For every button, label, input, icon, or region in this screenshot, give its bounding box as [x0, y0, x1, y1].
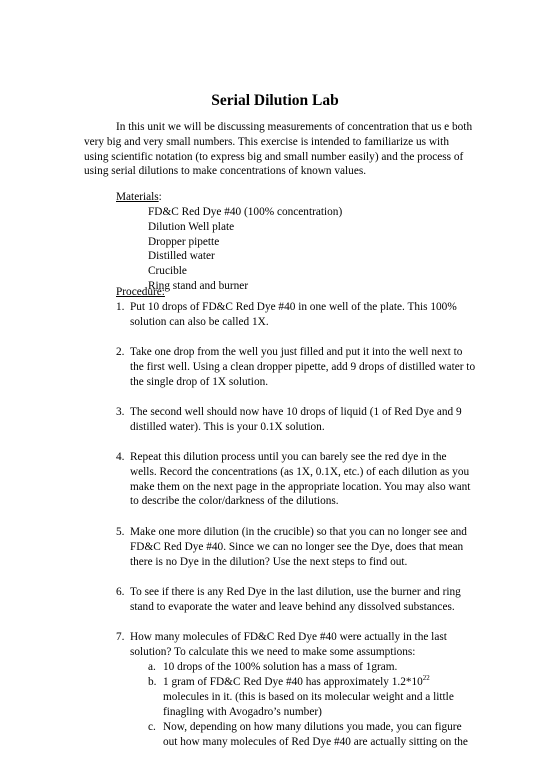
substep-text: Now, depending on how many dilutions you made, you can figure out how many molecules of Red Dye #40 are actually sitting on the: [163, 721, 468, 748]
step-number: 2.: [116, 346, 125, 358]
step-text: To see if there is any Red Dye in the last dilution, use the burner and ring stand to evaporate the water and leave behind any dissolved substances.: [130, 586, 461, 613]
step-text: Make one more dilution (in the crucible) so that you can no longer see and FD&C Red Dye #40. Since we can no longer see the Dye, does that mean there is no Dye in the dilution? Use the next steps to find out.: [130, 526, 467, 568]
material-item: Dilution Well plate: [148, 220, 235, 233]
procedure-step-1: [116, 300, 476, 330]
document-title: Serial Dilution Lab: [211, 92, 339, 109]
procedure-step-2: [116, 345, 476, 389]
material-item: Crucible: [148, 265, 187, 278]
substep-text-pre: 1 gram of FD&C Red Dye #40 has approximately 1.2*10: [163, 676, 423, 688]
substep-text: [163, 675, 478, 719]
material-item: FD&C Red Dye #40 (100% concentration): [148, 206, 343, 218]
step-number: 7.: [116, 631, 125, 643]
procedure-step-3: [116, 405, 476, 435]
step-number: 3.: [116, 406, 125, 418]
substep-letter: b.: [148, 676, 157, 688]
intro-paragraph: In this unit we will be discussing measurements of concentration that us e both very big and very small numbers. This exercise is intended to familiarize us with using scientific notation (to express big and small number easily) and the process of using serial dilutions to make concentrations of known values.: [84, 121, 473, 178]
substep-a: [148, 660, 478, 675]
material-item: Ring stand and burner: [148, 279, 249, 292]
substep-letter: c.: [148, 721, 156, 733]
step-text: Take one drop from the well you just filled and put it into the well next to the first well. Using a clean dropper pipette, add 9 drops of distilled water to the single drop of 1X solution.: [130, 346, 476, 388]
materials-list: [148, 205, 342, 294]
step-number: 1.: [116, 301, 125, 313]
exponent: 22: [422, 674, 430, 683]
substep-c: [148, 720, 478, 750]
step-number: 5.: [116, 526, 125, 538]
substep-text-post: molecules in it. (this is based on its molecular weight and a little finagling with Avogadro’s number): [163, 690, 454, 718]
step-text: The second well should now have 10 drops of liquid (1 of Red Dye and 9 distilled water). This is your 0.1X solution.: [130, 406, 462, 433]
step-text: Put 10 drops of FD&C Red Dye #40 in one well of the plate. This 100% solution can also be called 1X.: [130, 301, 457, 328]
materials-heading-colon: :: [158, 191, 162, 203]
substep-b: [148, 675, 478, 719]
substep-letter: a.: [148, 661, 156, 673]
step-number: 6.: [116, 586, 125, 598]
step-text: How many molecules of FD&C Red Dye #40 were actually in the last solution? To calculate this we need to make some assumptions:: [130, 631, 447, 658]
substep-text: 10 drops of the 100% solution has a mass of 1gram.: [163, 661, 398, 673]
procedure-step-7: [116, 630, 476, 660]
step-number: 4.: [116, 451, 125, 463]
procedure-step-5: [116, 525, 476, 569]
material-item: Distilled water: [148, 250, 215, 263]
materials-heading-text: Materials: [116, 191, 159, 203]
materials-heading: [116, 190, 162, 205]
procedure-step-6: [116, 585, 476, 615]
procedure-step-4: [116, 450, 476, 509]
material-item: Dropper pipette: [148, 235, 220, 248]
procedure-heading: Procedure:: [116, 286, 165, 298]
step-text: Repeat this dilution process until you can barely see the red dye in the wells. Record the concentrations (as 1X, 0.1X, etc.) of each dilution as you make them on the next page in the appropriate location. You may also want to describe the color/darkness of the dilutions.: [130, 451, 471, 508]
